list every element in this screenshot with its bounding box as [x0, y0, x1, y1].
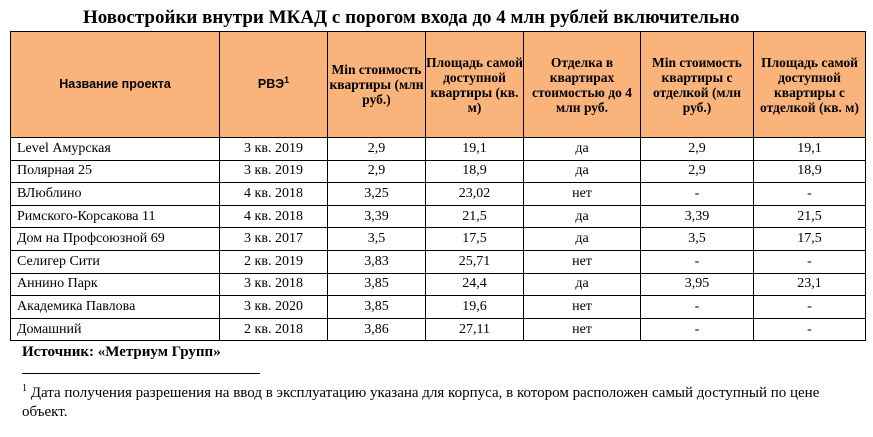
table-cell: -: [754, 250, 866, 273]
table-cell: 3,39: [328, 205, 426, 228]
table-cell: 18,9: [426, 160, 524, 183]
table-cell: да: [524, 160, 641, 183]
table-cell: 17,5: [426, 228, 524, 251]
table-cell: 3,39: [641, 205, 754, 228]
table-cell: 21,5: [754, 205, 866, 228]
table-cell: 18,9: [754, 160, 866, 183]
table-cell: -: [641, 318, 754, 341]
header-min-area: Площадь самой доступной квартиры (кв. м): [426, 32, 524, 138]
table-cell: -: [641, 296, 754, 319]
table-cell: да: [524, 205, 641, 228]
table-cell: 17,5: [754, 228, 866, 251]
table-cell: -: [754, 183, 866, 206]
footnote: [22, 384, 862, 422]
project-name-cell: Аннино Парк: [11, 273, 220, 296]
source-note: Источник: «Метриум Групп»: [22, 344, 221, 360]
table-cell: 2,9: [328, 138, 426, 161]
table-cell: да: [524, 228, 641, 251]
table-cell: 3 кв. 2018: [220, 273, 328, 296]
table-cell: 3,85: [328, 296, 426, 319]
table-cell: да: [524, 138, 641, 161]
table-cell: 2,9: [641, 160, 754, 183]
table-row: [11, 296, 866, 319]
table-cell: -: [754, 318, 866, 341]
header-min-area-finished: Площадь самой доступной квартиры с отделкой (кв. м): [754, 32, 866, 138]
table-cell: 3 кв. 2017: [220, 228, 328, 251]
table-cell: 4 кв. 2018: [220, 205, 328, 228]
table-row: [11, 228, 866, 251]
table-cell: 3,5: [641, 228, 754, 251]
table-cell: 19,1: [754, 138, 866, 161]
table-row: [11, 160, 866, 183]
table-row: [11, 250, 866, 273]
project-name-cell: Римского-Корсакова 11: [11, 205, 220, 228]
header-project-name: Название проекта: [11, 32, 220, 138]
table-cell: 3,85: [328, 273, 426, 296]
table-cell: 24,4: [426, 273, 524, 296]
table-cell: 21,5: [426, 205, 524, 228]
table-header-row: [11, 32, 866, 138]
project-name-cell: Дом на Профсоюзной 69: [11, 228, 220, 251]
table-row: [11, 205, 866, 228]
data-table: [10, 31, 866, 341]
table-cell: 3 кв. 2019: [220, 138, 328, 161]
header-min-price-finished: Min стоимость квартиры с отделкой (млн руб.): [641, 32, 754, 138]
table-cell: 2,9: [641, 138, 754, 161]
table-cell: 27,11: [426, 318, 524, 341]
header-rve: РВЭ$^1$: [220, 32, 328, 138]
table-cell: -: [754, 296, 866, 319]
page-title: Новостройки внутри МКАД с порогом входа до 4 млн рублей включительно: [83, 7, 740, 28]
project-name-cell: Академика Павлова: [11, 296, 220, 319]
table-cell: -: [641, 183, 754, 206]
table-cell: 3,86: [328, 318, 426, 341]
project-name-cell: Level Амурская: [11, 138, 220, 161]
project-name-cell: Домашний: [11, 318, 220, 341]
table-cell: 19,6: [426, 296, 524, 319]
table-row: [11, 183, 866, 206]
project-name-cell: ВЛюблино: [11, 183, 220, 206]
table-row: [11, 138, 866, 161]
table-cell: 23,1: [754, 273, 866, 296]
table-cell: да: [524, 273, 641, 296]
table-cell: 4 кв. 2018: [220, 183, 328, 206]
project-name-cell: Полярная 25: [11, 160, 220, 183]
table-cell: 3,83: [328, 250, 426, 273]
table-cell: 2,9: [328, 160, 426, 183]
project-name-cell: Селигер Сити: [11, 250, 220, 273]
table-cell: 2 кв. 2018: [220, 318, 328, 341]
footnote-mark: 1: [22, 383, 27, 394]
table-cell: 19,1: [426, 138, 524, 161]
table-cell: 25,71: [426, 250, 524, 273]
table-cell: -: [641, 250, 754, 273]
table-cell: нет: [524, 183, 641, 206]
table-cell: нет: [524, 296, 641, 319]
table-cell: 2 кв. 2019: [220, 250, 328, 273]
header-min-price: Min стоимость квартиры (млн руб.): [328, 32, 426, 138]
table-cell: 3 кв. 2019: [220, 160, 328, 183]
table-cell: 3,95: [641, 273, 754, 296]
table-cell: 3,5: [328, 228, 426, 251]
header-finishing: Отделка в квартирах стоимостью до 4 млн руб.: [524, 32, 641, 138]
table-cell: нет: [524, 250, 641, 273]
table-cell: нет: [524, 318, 641, 341]
table-cell: 3,25: [328, 183, 426, 206]
footnote-divider: [22, 373, 260, 374]
table-cell: 3 кв. 2020: [220, 296, 328, 319]
table-row: [11, 273, 866, 296]
table-row: [11, 318, 866, 341]
table-cell: 23,02: [426, 183, 524, 206]
footnote-text: Дата получения разрешения на ввод в эксплуатацию указана для корпуса, в котором расположен самый доступный по цене объект.: [22, 385, 820, 420]
